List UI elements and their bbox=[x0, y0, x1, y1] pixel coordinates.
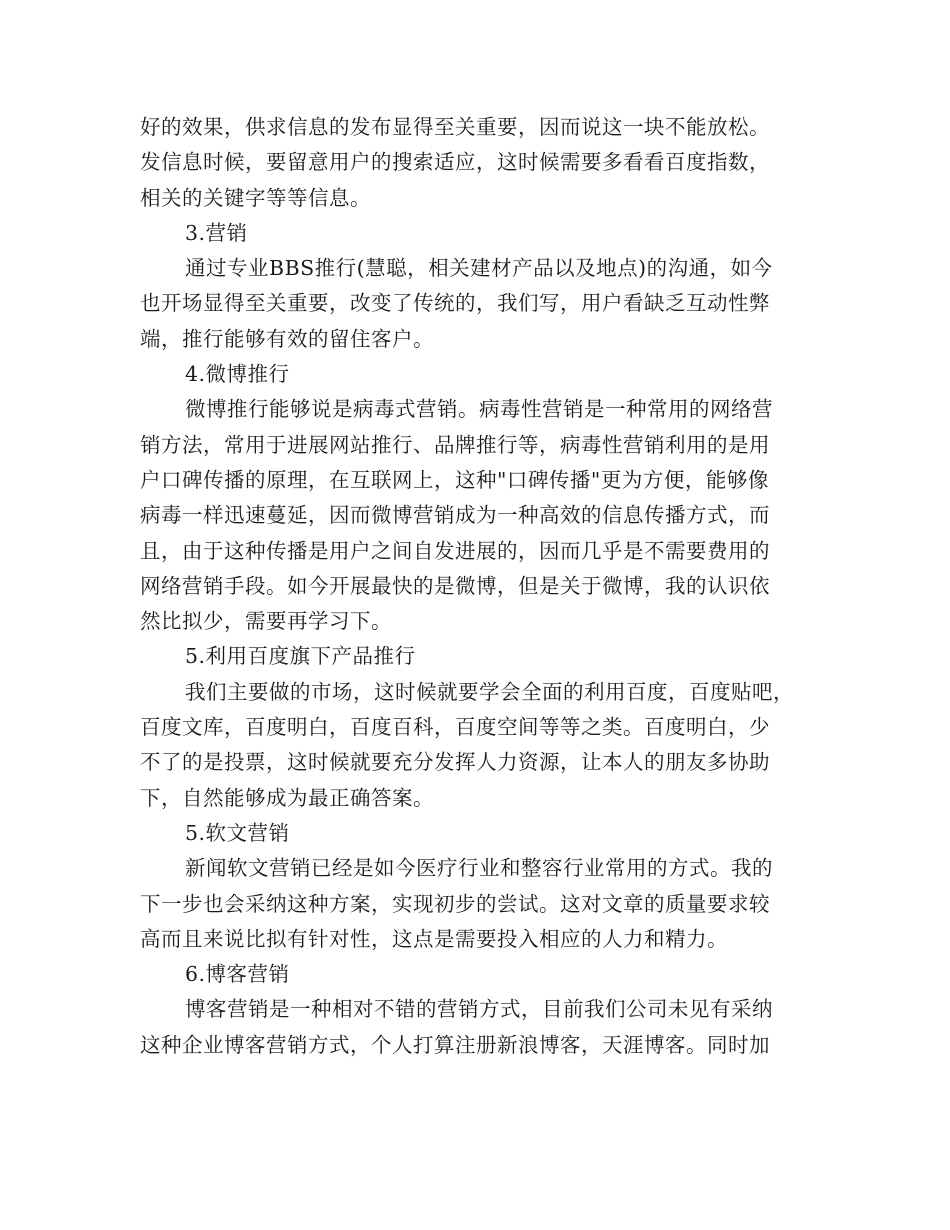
paragraph-line: 也开场显得至关重要，改变了传统的，我们写，用户看缺乏互动性弊 bbox=[140, 291, 770, 316]
paragraph-line: 且，由于这种传播是用户之间自发进展的，因而几乎是不需要费用的 bbox=[140, 538, 770, 563]
paragraph-line: 百度文库，百度明白，百度百科，百度空间等等之类。百度明白，少 bbox=[140, 715, 770, 740]
paragraph-line: 下一步也会采纳这种方案，实现初步的尝试。这对文章的质量要求较 bbox=[140, 891, 770, 916]
paragraph-line: 网络营销手段。如今开展最快的是微博，但是关于微博，我的认识依 bbox=[140, 573, 770, 598]
paragraph-line: 博客营销是一种相对不错的营销方式，目前我们公司未见有采纳 bbox=[185, 997, 773, 1022]
paragraph-line: 病毒一样迅速蔓延，因而微博营销成为一种高效的信息传播方式，而 bbox=[140, 503, 770, 528]
section-heading: 5.软文营销 bbox=[185, 820, 290, 845]
section-heading: 3.营销 bbox=[185, 220, 248, 245]
section-heading: 4.微博推行 bbox=[185, 362, 290, 387]
paragraph-line: 不了的是投票，这时候就要充分发挥人力资源，让本人的朋友多协助 bbox=[140, 750, 770, 775]
section-heading: 6.博客营销 bbox=[185, 962, 290, 987]
paragraph-line: 好的效果，供求信息的发布显得至关重要，因而说这一块不能放松。 bbox=[140, 115, 770, 139]
document-body bbox=[140, 110, 830, 1063]
paragraph-line: 端，推行能够有效的留住客户。 bbox=[140, 326, 434, 351]
paragraph-line: 下，自然能够成为最正确答案。 bbox=[140, 785, 434, 810]
paragraph-line: 发信息时候，要留意用户的搜索适应，这时候需要多看看百度指数， bbox=[140, 150, 770, 175]
section-heading: 5.利用百度旗下产品推行 bbox=[185, 644, 416, 669]
paragraph-line: 通过专业BBS推行(慧聪，相关建材产品以及地点)的沟通，如今 bbox=[185, 256, 773, 281]
paragraph-line: 然比拟少，需要再学习下。 bbox=[140, 609, 392, 634]
paragraph-line: 户口碑传播的原理，在互联网上，这种"口碑传播"更为方便，能够像 bbox=[140, 467, 769, 492]
paragraph-line: 相关的关键字等等信息。 bbox=[140, 185, 371, 210]
paragraph-line: 微博推行能够说是病毒式营销。病毒性营销是一种常用的网络营 bbox=[185, 397, 773, 422]
paragraph-line: 这种企业博客营销方式，个人打算注册新浪博客，天涯博客。同时加 bbox=[140, 1032, 770, 1057]
paragraph-line: 高而且来说比拟有针对性，这点是需要投入相应的人力和精力。 bbox=[140, 926, 728, 951]
paragraph-line: 新闻软文营销已经是如今医疗行业和整容行业常用的方式。我的 bbox=[185, 856, 773, 881]
paragraph-line: 我们主要做的市场，这时候就要学会全面的利用百度，百度贴吧， bbox=[185, 679, 794, 704]
paragraph-line: 销方法，常用于进展网站推行、品牌推行等，病毒性营销利用的是用 bbox=[140, 432, 770, 457]
